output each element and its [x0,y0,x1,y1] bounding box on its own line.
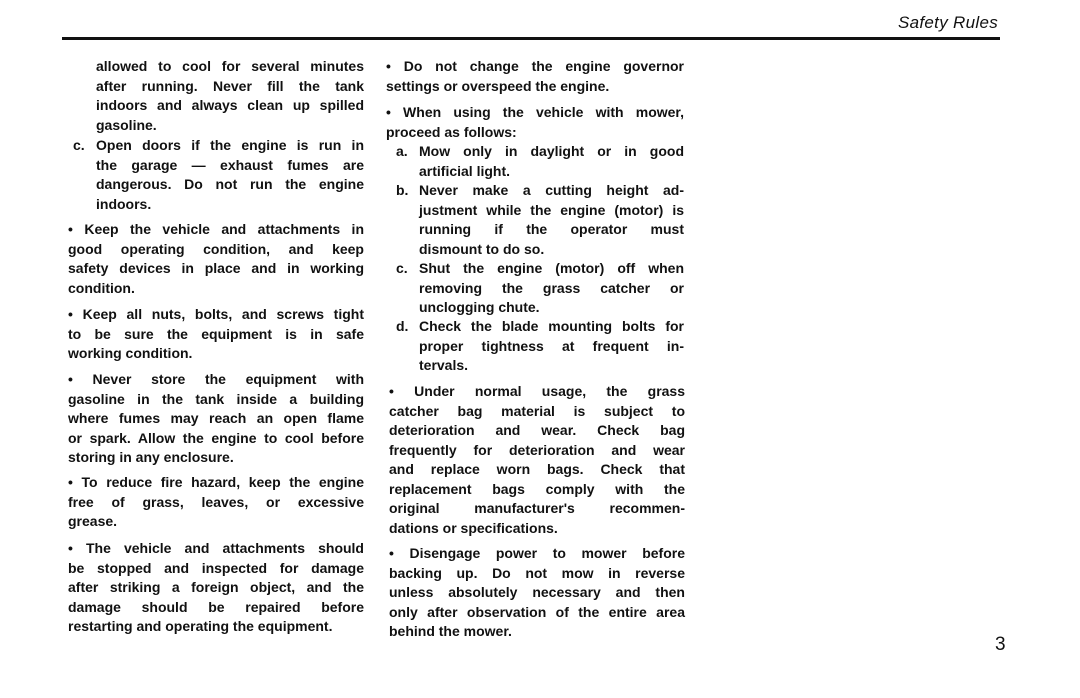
text-line: removing the grass catcher or [419,279,684,296]
text-line: • Do not change the engine governor [386,58,684,74]
list-item [73,136,364,214]
paragraph [389,544,685,642]
text-line: condition. [68,279,135,296]
text-line: running if the operator must [419,221,684,237]
text-line: indoors and always clean up spilled [96,97,364,113]
text-line: restarting and operating the equipment. [68,618,333,634]
text-line: only after observation of the entire area [389,603,685,620]
paragraph [68,473,364,532]
text-line: good operating condition, and keep [68,240,364,257]
text-line: damage should be repaired before [68,598,364,615]
text-line: behind the mower. [389,623,512,639]
text-line: justment while the engine (motor) is [419,201,684,218]
text-line: • Never store the equipment with [68,371,364,387]
list-marker: a. [396,143,408,159]
text-line: artificial light. [419,162,511,179]
text-line: backing up. Do not mow in reverse [389,564,685,581]
list-item [396,317,684,376]
paragraph [68,539,364,637]
text-line: gasoline. [96,116,157,133]
paragraph [68,305,364,364]
text-line: deterioration and wear. Check bag [389,422,685,438]
paragraph [96,57,364,135]
text-line: tervals. [419,357,469,373]
text-line: frequently for deterioration and wear [389,441,685,458]
text-line: free of grass, leaves, or excessive [68,493,364,510]
text-line: • When using the vehicle with mower, [386,104,684,120]
header-rule [62,37,1000,40]
list-marker: c. [396,260,408,276]
text-line: original manufacturer's recommen- [389,500,685,516]
text-line: proper tightness at frequent in- [419,337,684,354]
list-item [396,181,684,259]
text-line: replacement bags comply with the [389,480,685,497]
text-line: • Keep the vehicle and attachments in [68,221,364,237]
paragraph [68,370,364,468]
text-line: Check the blade mounting bolts for [419,318,684,334]
text-line: grease. [68,513,118,529]
text-line: indoors. [96,195,152,212]
text-line: settings or overspeed the engine. [386,77,610,94]
paragraph [389,382,685,538]
text-line: where fumes may reach an open flame [68,410,364,426]
text-line: storing in any enclosure. [68,449,234,465]
text-line: unclogging chute. [419,299,540,315]
text-line: • To reduce fire hazard, keep the engine [68,474,364,490]
text-line: proceed as follows: [386,123,517,140]
text-line: after striking a foreign object, and the [68,579,364,595]
text-line: dangerous. Do not run the engine [96,176,364,192]
text-line: dations or specifications. [389,519,558,536]
paragraph [386,103,684,142]
text-line: working condition. [68,345,193,361]
paragraph [386,57,684,96]
list-item [396,142,684,181]
text-line: • Disengage power to mower before [389,545,685,561]
text-line: unless absolutely necessary and then [389,584,685,600]
paragraph [68,220,364,298]
text-line: Shut the engine (motor) off when [419,260,684,276]
text-line: or spark. Allow the engine to cool before [68,429,364,446]
list-marker: c. [73,137,85,153]
text-line: and replace worn bags. Check that [389,461,685,477]
list-item [396,259,684,318]
text-line: safety devices in place and in working [68,260,364,276]
list-marker: d. [396,318,409,334]
text-line: allowed to cool for several minutes [96,58,364,74]
text-line: • Under normal usage, the grass [389,383,685,399]
text-line: • The vehicle and attachments should [68,540,364,556]
text-line: to be sure the equipment is in safe [68,325,364,342]
text-line: after running. Never fill the tank [96,77,364,94]
text-line: be stopped and inspected for damage [68,559,364,576]
section-title: Safety Rules [898,13,998,32]
text-line: catcher bag material is subject to [389,402,685,419]
text-line: • Keep all nuts, bolts, and screws tight [68,306,364,322]
text-line: Mow only in daylight or in good [419,143,684,159]
text-line: the garage — exhaust fumes are [96,156,364,173]
text-line: dismount to do so. [419,240,545,257]
text-line: gasoline in the tank inside a building [68,390,364,407]
list-marker: b. [396,182,409,198]
text-line: Open doors if the engine is run in [96,137,364,153]
page-number: 3 [995,634,1006,655]
text-line: Never make a cutting height ad- [419,182,684,198]
